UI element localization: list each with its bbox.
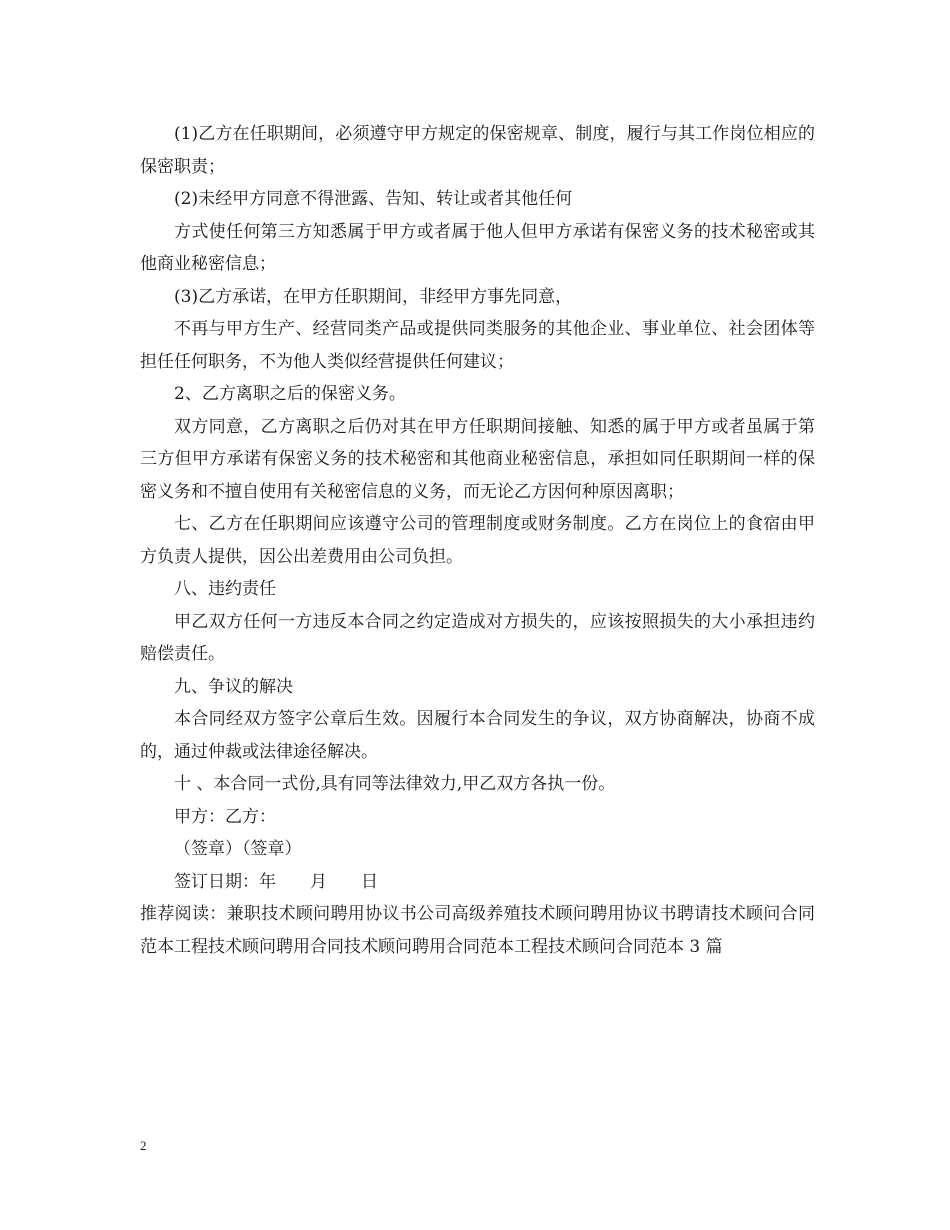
paragraph-confidentiality-1: (1)乙方在任职期间，必须遵守甲方规定的保密规章、制度，履行与其工作岗位相应的保密职责； [140,124,815,177]
paragraph-breach: 甲乙双方任何一方违反本合同之约定造成对方损失的，应该按照损失的大小承担违约赔偿责任。 [140,611,815,664]
signing-date-line: 签订日期：年 月 日 [174,871,378,892]
paragraph-confidentiality-3: (3)乙方承诺，在甲方任职期间，非经甲方事先同意， [174,286,573,307]
paragraph-clause-seven: 七、乙方在任职期间应该遵守公司的管理制度或财务制度。乙方在岗位上的食宿由甲方负责人提供，因公出差费用由公司负担。 [140,514,815,567]
page-number: 2 [140,1138,147,1153]
paragraph-confidentiality-2: (2)未经甲方同意不得泄露、告知、转让或者其他任何 [174,189,573,209]
paragraph-post-employment: 双方同意，乙方离职之后仍对其在甲方任职期间接触、知悉的属于甲方或者虽属于第三方但甲方承诺有保密义务的技术秘密和其他商业秘密信息，承担如同任职期间一样的保密义务和不擅自使用有关秘密信息的义务，而无论乙方因何种原因离职； [140,416,815,502]
paragraph-clause-ten: 十 、本合同一式份,具有同等法律效力,甲乙双方各执一份。 [174,774,616,794]
document-body [140,118,815,963]
recommended-reading: 推荐阅读：兼职技术顾问聘用协议书公司高级养殖技术顾问聘用协议书聘请技术顾问合同范本工程技术顾问聘用合同技术顾问聘用合同范本工程技术顾问合同范本 3 篇 [140,904,815,957]
paragraph-confidentiality-3-cont: 不再与甲方生产、经营同类产品或提供同类服务的其他企业、事业单位、社会团体等担任任何职务，不为他人类似经营提供任何建议； [140,319,815,372]
signature-parties-line: 甲方：乙方： [174,806,276,827]
section-heading-breach: 八、违约责任 [174,579,276,599]
section-heading-dispute: 九、争议的解决 [174,676,293,697]
paragraph-dispute: 本合同经双方签字公章后生效。因履行本合同发生的争议，双方协商解决，协商不成的，通过仲裁或法律途径解决。 [140,709,815,762]
signature-seal-line: （签章）（签章） [174,839,302,859]
section-heading-post-employment: 2、乙方离职之后的保密义务。 [174,384,406,404]
paragraph-confidentiality-2-cont: 方式使任何第三方知悉属于甲方或者属于他人但甲方承诺有保密义务的技术秘密或其他商业秘密信息； [140,221,815,274]
